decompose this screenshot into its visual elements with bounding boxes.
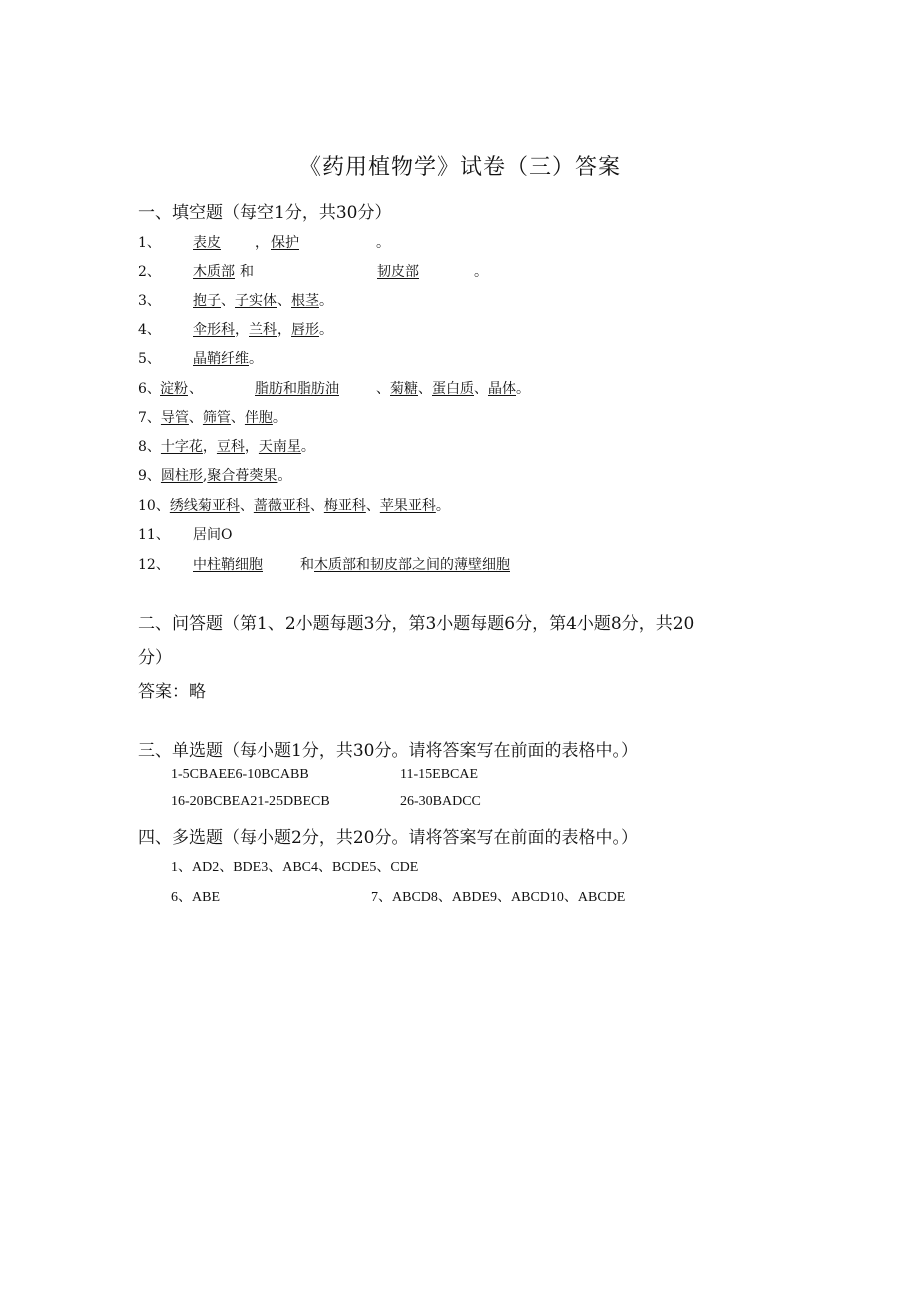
q6-sep2: 、	[376, 381, 390, 397]
section1-heading: 一、填空题（每空1分，共30分）	[138, 203, 392, 223]
q6-end: 。	[516, 381, 530, 397]
q2-answer-a: 木质部	[193, 264, 235, 280]
section2-heading-line2: 分）	[138, 648, 172, 668]
q7-answer-a: 导管	[160, 410, 189, 426]
q5-answers	[193, 348, 263, 368]
q6-sep3: 、	[418, 381, 432, 397]
q8-line	[138, 436, 315, 456]
q8-sep1: ，	[202, 439, 217, 455]
section2-answer: 答案：略	[138, 682, 206, 702]
q3-end: 。	[319, 293, 333, 309]
q5-number: 5、	[138, 351, 161, 367]
q11-number: 11、	[138, 527, 170, 543]
q8-answer-c: 天南星	[258, 439, 301, 455]
q9-end: 。	[277, 468, 292, 484]
q10-line	[138, 495, 450, 515]
q4-answer-c: 唇形	[291, 322, 319, 338]
q4-end: 。	[319, 322, 333, 338]
q9-sep1: ,	[202, 468, 208, 484]
multi-choice-row2-right: 7、ABCD8、ABDE9、ABCD10、ABCDE	[371, 890, 626, 905]
q10-sep1: 、	[239, 498, 254, 514]
q9-number: 9、	[138, 468, 161, 484]
q8-sep2: ，	[244, 439, 259, 455]
q9-line	[138, 465, 291, 485]
q1-number: 1、	[138, 235, 161, 251]
q6-answer-d: 蛋白质	[432, 381, 474, 397]
q6-sep4: 、	[474, 381, 488, 397]
q1-end: 。	[376, 235, 390, 251]
q8-answer-b: 豆科	[216, 439, 245, 455]
q7-number: 7、	[138, 410, 161, 426]
q1-sep: ，	[255, 235, 269, 251]
q5-answer-a: 晶鞘纤维	[193, 351, 249, 367]
q10-sep2: 、	[309, 498, 324, 514]
q6-sep1: 、	[189, 381, 203, 397]
q7-answer-c: 伴胞	[244, 410, 273, 426]
multi-choice-row1: 1、AD2、BDE3、ABC4、BCDE5、CDE	[171, 860, 419, 875]
q4-sep2: ，	[277, 322, 291, 338]
q7-sep2: 、	[230, 410, 245, 426]
single-choice-row2-left: 16-20BCBEA21-25DBECB	[171, 794, 330, 809]
q10-answer-d: 苹果亚科	[379, 498, 436, 514]
q6-number: 6、	[138, 381, 161, 397]
q9-answer-b: 聚合蓇葖果	[207, 468, 278, 484]
q10-answer-c: 梅亚科	[323, 498, 366, 514]
single-choice-row2-right: 26-30BADCC	[400, 794, 481, 809]
q3-answer-a: 抱子	[193, 293, 221, 309]
q4-sep1: ，	[235, 322, 249, 338]
q5-end: 。	[249, 351, 263, 367]
q10-answer-a: 绣线菊亚科	[169, 498, 240, 514]
q12-rest	[300, 554, 510, 574]
q7-line	[138, 407, 287, 427]
q8-end: 。	[300, 439, 315, 455]
q3-answer-b: 子实体	[235, 293, 277, 309]
q12-answer-b: 木质部和韧皮部之间的薄壁细胞	[314, 557, 510, 573]
q4-answer-b: 兰科	[249, 322, 277, 338]
q12-and: 和	[300, 557, 314, 573]
q6-rest	[376, 378, 530, 398]
q7-answer-b: 筛管	[202, 410, 231, 426]
q4-answers	[193, 319, 333, 339]
section4-heading: 四、多选题（每小题2分，共20分。请将答案写在前面的表格中。）	[138, 828, 638, 848]
q2-number: 2、	[138, 264, 161, 280]
q12-number: 12、	[138, 557, 170, 573]
q4-answer-a: 伞形科	[193, 322, 235, 338]
q8-answer-a: 十字花	[160, 439, 203, 455]
q2-answer-b: 韧皮部	[377, 264, 419, 280]
q6-answer-e: 晶体	[488, 381, 516, 397]
q3-sep2: 、	[277, 293, 291, 309]
q6-answer-c: 菊糖	[390, 381, 418, 397]
q11-answer-a: 居间	[193, 527, 221, 543]
q10-sep3: 、	[365, 498, 380, 514]
multi-choice-row2-left: 6、ABE	[171, 890, 220, 905]
q6-answer-a: 淀粉	[160, 381, 188, 397]
q10-end: 。	[435, 498, 450, 514]
q3-number: 3、	[138, 293, 161, 309]
q2-end: 。	[474, 264, 488, 280]
q8-number: 8、	[138, 439, 161, 455]
q7-sep1: 、	[188, 410, 203, 426]
q9-answer-a: 圆柱形	[160, 468, 203, 484]
q11-end: O	[221, 527, 233, 543]
q12-answer-a: 中柱鞘细胞	[193, 557, 263, 573]
q10-number: 10、	[138, 498, 170, 514]
single-choice-row1-right: 11-15EBCAE	[400, 767, 479, 782]
single-choice-row1-left: 1-5CBAEE6-10BCABB	[171, 767, 309, 782]
section3-heading: 三、单选题（每小题1分，共30分。请将答案写在前面的表格中。）	[138, 741, 638, 761]
q11-answers	[193, 524, 232, 544]
q7-end: 。	[272, 410, 287, 426]
q4-number: 4、	[138, 322, 161, 338]
q3-answer-c: 根茎	[291, 293, 319, 309]
q1-answer-a: 表皮	[193, 235, 221, 251]
q2-and: 和	[240, 264, 254, 280]
q6-answer-b: 脂肪和脂肪油	[255, 381, 339, 397]
q1-answer-b: 保护	[271, 235, 299, 251]
section2-heading-line1: 二、问答题（第1、2小题每题3分，第3小题每题6分，第4小题8分，共20	[138, 614, 695, 634]
q3-answers	[193, 290, 333, 310]
q3-sep1: 、	[221, 293, 235, 309]
q10-answer-b: 蔷薇亚科	[253, 498, 310, 514]
page-title: 《药用植物学》试卷（三）答案	[298, 155, 621, 180]
